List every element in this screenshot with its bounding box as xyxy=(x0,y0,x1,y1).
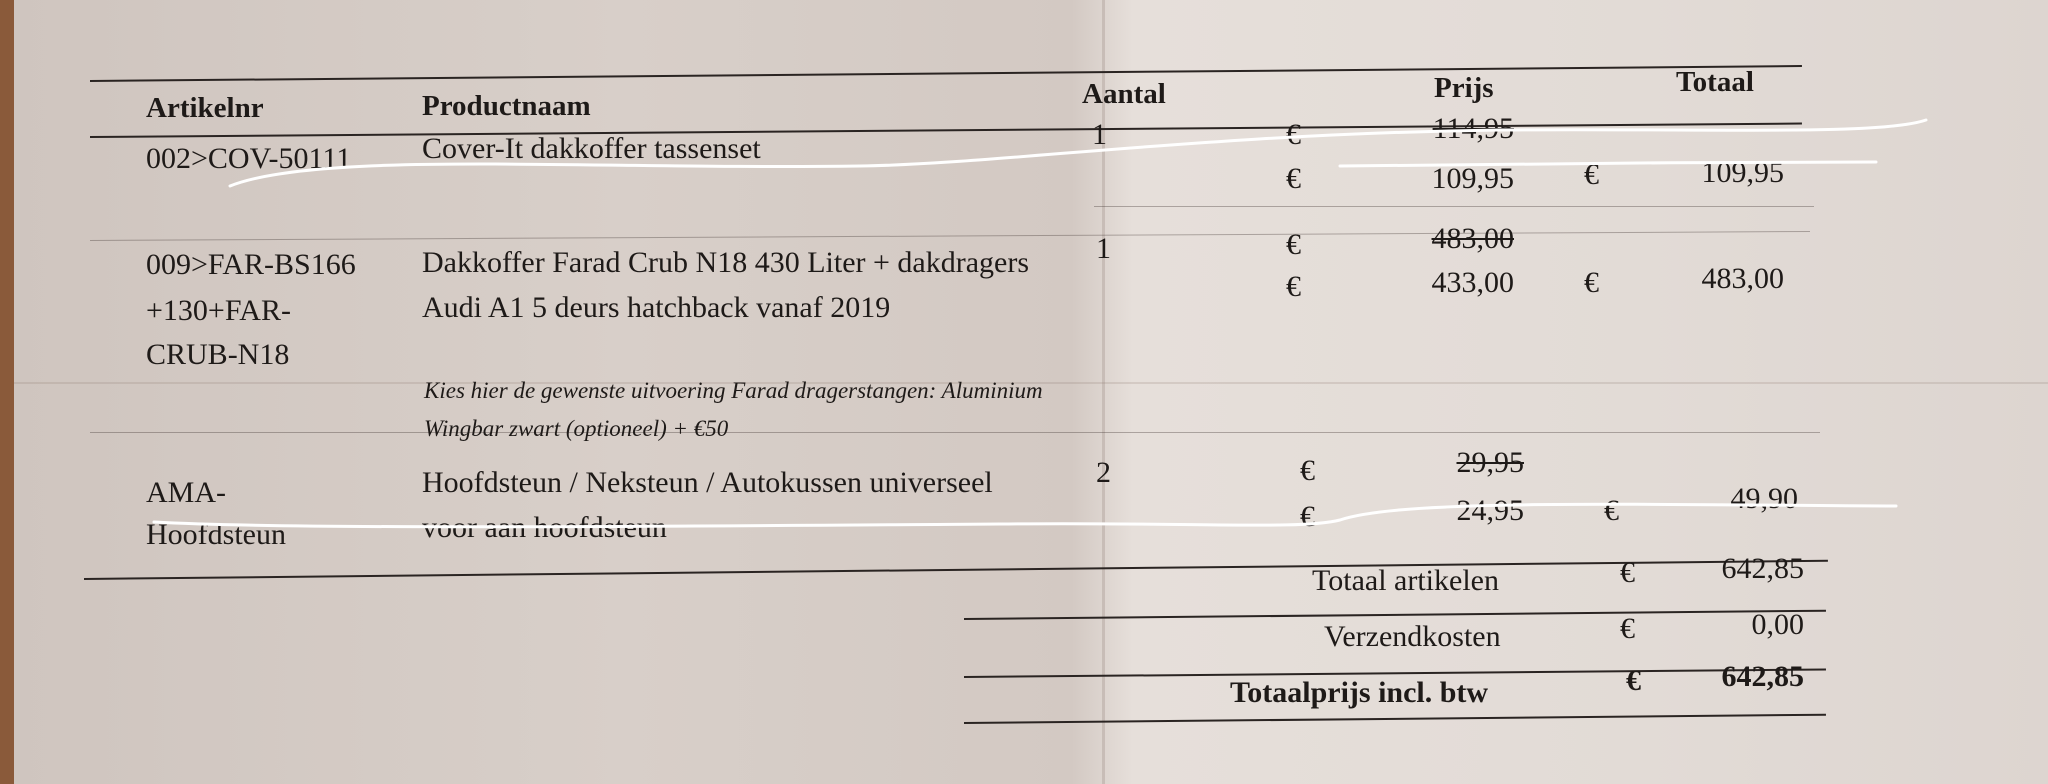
row1-old-price: 114,95 xyxy=(1432,112,1514,145)
row3-currency: € xyxy=(1300,500,1315,533)
row1-currency: € xyxy=(1286,162,1301,195)
row1-productnaam: Cover-It dakkoffer tassenset xyxy=(422,132,761,165)
summary-items-currency: € xyxy=(1620,556,1635,589)
row2-aantal: 1 xyxy=(1096,232,1111,265)
summary-total-value: 642,85 xyxy=(1721,660,1804,693)
row2-artikelnr-line3: CRUB-N18 xyxy=(146,338,290,371)
row1-artikelnr: 002>COV-50111 xyxy=(146,142,352,175)
header-aantal: Aantal xyxy=(1082,78,1166,110)
summary-shipping-label: Verzendkosten xyxy=(1324,620,1501,653)
row3-artikelnr-line1: AMA- xyxy=(146,476,226,509)
row3-old-price: 29,95 xyxy=(1456,446,1524,479)
summary-total-currency: € xyxy=(1626,664,1641,697)
header-prijs: Prijs xyxy=(1434,72,1494,104)
row2-currency: € xyxy=(1286,270,1301,303)
summary-shipping-value: 0,00 xyxy=(1751,608,1804,641)
header-totaal: Totaal xyxy=(1676,66,1754,98)
row2-old-price: 483,00 xyxy=(1431,222,1514,255)
row1-price: 109,95 xyxy=(1431,162,1514,195)
header-productnaam: Productnaam xyxy=(422,90,591,122)
row3-aantal: 2 xyxy=(1096,456,1111,489)
marker-stroke-row3 xyxy=(154,504,1896,527)
row2-total-currency: € xyxy=(1584,266,1599,299)
row3-total: 49,90 xyxy=(1730,482,1798,515)
row1-total: 109,95 xyxy=(1701,156,1784,189)
row2-productnaam: Dakkoffer Farad Crub N18 430 Liter + dakdragers Audi A1 5 deurs hatchback vanaf 2019 xyxy=(422,246,1030,324)
row2-artikelnr-line1: 009>FAR-BS166 xyxy=(146,248,356,281)
summary-total-label: Totaalprijs incl. btw xyxy=(1230,676,1489,709)
row2-option: Kies hier de gewenste uitvoering Farad dragerstangen: Aluminium Wingbar zwart (optioneel) + €50 xyxy=(424,378,1043,441)
row3-artikelnr-line2: Hoofdsteun xyxy=(146,518,286,551)
row2-old-currency: € xyxy=(1286,228,1301,261)
summary-items-value: 642,85 xyxy=(1721,552,1804,585)
summary-items-label: Totaal artikelen xyxy=(1312,564,1499,597)
marker-stroke-row1 xyxy=(230,120,1926,186)
header-artikelnr: Artikelnr xyxy=(146,92,264,124)
row3-productnaam: Hoofdsteun / Neksteun / Autokussen universeel voor aan hoofdsteun xyxy=(422,466,993,544)
marker-stroke-row1-lower xyxy=(1340,162,1876,166)
row1-aantal: 1 xyxy=(1092,118,1107,151)
row3-total-currency: € xyxy=(1604,494,1619,527)
row2-price: 433,00 xyxy=(1431,266,1514,299)
row1-total-currency: € xyxy=(1584,158,1599,191)
row3-old-currency: € xyxy=(1300,454,1315,487)
row1-old-currency: € xyxy=(1286,118,1301,151)
summary-shipping-currency: € xyxy=(1620,612,1635,645)
row3-price: 24,95 xyxy=(1456,494,1524,527)
row2-artikelnr-line2: +130+FAR- xyxy=(146,294,291,327)
row2-total: 483,00 xyxy=(1701,262,1784,295)
